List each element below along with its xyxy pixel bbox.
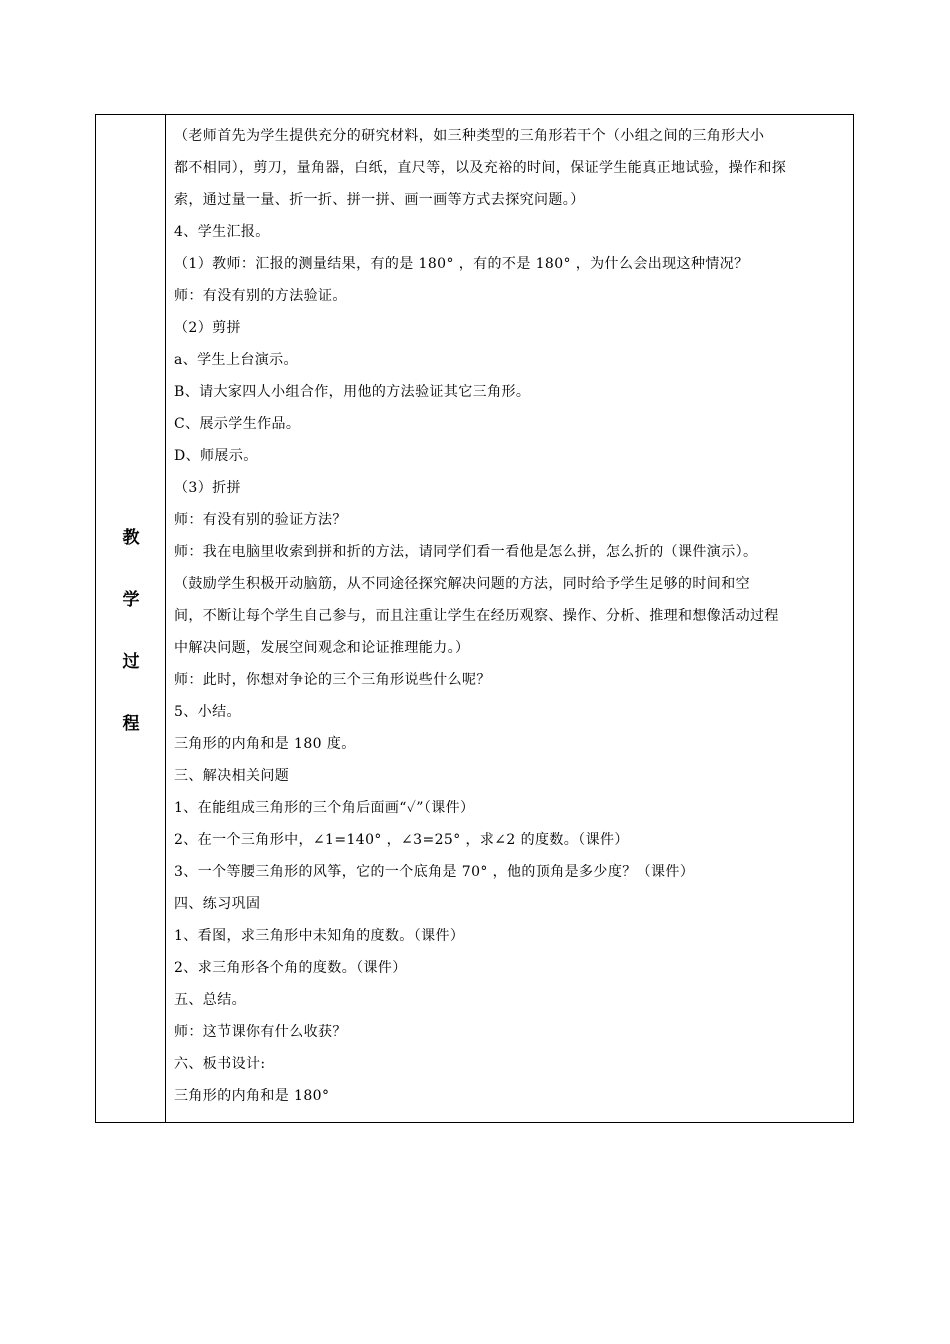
content-line: 中解决问题，发展空间观念和论证推理能力。） [174,640,470,656]
content-line: 师：此时，你想对争论的三个三角形说些什么呢？ [174,672,491,688]
content-line: 索，通过量一量、折一折、拼一拼、画一画等方式去探究问题。） [174,192,585,208]
content-line: （鼓励学生积极开动脑筋，从不同途径探究解决问题的方法，同时给予学生足够的时间和空 [174,576,750,592]
section-label-char: 学 [122,590,140,610]
content-line: 2、在一个三角形中，∠1=140° ，∠3=25° ，求∠2 的度数。（课件） [174,832,629,848]
content-line: （2）剪拼 [174,320,241,336]
content-line: 三角形的内角和是 180° [174,1088,330,1104]
content-line: B、请大家四人小组合作，用他的方法验证其它三角形。 [174,384,531,400]
content-line: 四、练习巩固 [174,896,261,912]
content-line: 1、看图，求三角形中未知角的度数。（课件） [174,928,465,944]
lesson-table [95,114,854,1123]
content-line: D、师展示。 [174,448,258,464]
content-line: （老师首先为学生提供充分的研究材料，如三种类型的三角形若干个（小组之间的三角形大小 [174,128,765,144]
section-label-cell [96,115,166,1122]
content-line: （3）折拼 [174,480,241,496]
content-line: 2、求三角形各个角的度数。（课件） [174,960,407,976]
section-label-char: 教 [122,528,140,548]
content-line: （1）教师：汇报的测量结果，有的是 180° ，有的不是 180° ，为什么会出现这种情况？ [174,256,749,272]
section-label-char: 过 [122,652,140,672]
content-line: 4、学生汇报。 [174,224,270,240]
content-line: 三角形的内角和是 180 度。 [174,736,356,752]
content-line: 1、在能组成三角形的三个角后面画“✓”（课件） [174,800,475,816]
content-line: 六、板书设计: [174,1056,266,1072]
content-line: 师：我在电脑里收索到拼和折的方法，请同学们看一看他是怎么拼，怎么折的（课件演示）。 [174,544,758,560]
content-line: 都不相同），剪刀，量角器，白纸，直尺等，以及充裕的时间，保证学生能真正地试验，操作和探 [174,160,787,176]
content-line: 五、总结。 [174,992,246,1008]
content-line: 间，不断让每个学生自己参与，而且注重让学生在经历观察、操作、分析、推理和想像活动过程 [174,608,779,624]
content-line: 三、解决相关问题 [174,768,290,784]
content-line: 3、一个等腰三角形的风筝，它的一个底角是 70° ，他的顶角是多少度？（课件） [174,864,695,880]
content-line: 5、小结。 [174,704,241,720]
content-line: 师：这节课你有什么收获？ [174,1024,347,1040]
content-line: C、展示学生作品。 [174,416,301,432]
section-label-char: 程 [122,714,140,734]
content-line: a、学生上台演示。 [174,352,298,368]
content-line: 师：有没有别的验证方法？ [174,512,347,528]
content-line: 师：有没有别的方法验证。 [174,288,347,304]
section-content-cell [166,115,853,1122]
